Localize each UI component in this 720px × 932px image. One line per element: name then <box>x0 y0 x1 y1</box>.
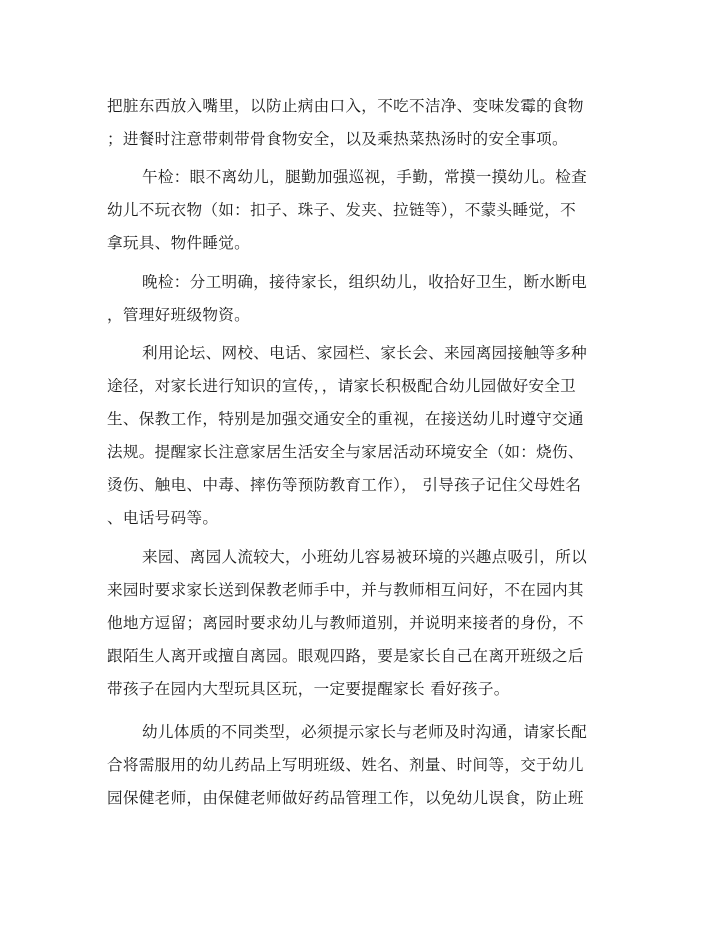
text-line: 、电话号码等。 <box>107 509 219 527</box>
text-line: 来园、离园人流较大，小班幼儿容易被环境的兴趣点吸引，所以 <box>142 548 588 566</box>
text-line: 生、保教工作，特别是加强交通安全的重视，在接送幼儿时遵守交通 <box>107 410 584 428</box>
paragraph-parent-education <box>107 337 613 535</box>
text-line: 带孩子在园内大型玩具区玩，一定要提醒家长 看好孩子。 <box>107 680 510 698</box>
text-line: 拿玩具、物件睡觉。 <box>107 234 251 252</box>
paragraph-arrival-departure <box>107 541 613 706</box>
text-line: 合将需服用的幼儿药品上写明班级、姓名、剂量、时间等，交于幼儿 <box>107 756 584 774</box>
text-line: 法规。提醒家长注意家居生活安全与家居活动环境安全（如：烧伤、 <box>107 443 584 461</box>
text-line: 烫伤、触电、中毒、摔伤等预防教育工作）， 引导孩子记住父母姓名 <box>107 476 582 494</box>
text-line: 跟陌生人离开或擅自离园。眼观四路，要是家长自己在离开班级之后 <box>107 647 584 665</box>
text-line: 来园时要求家长送到保教老师手中，并与教师相互问好，不在园内其 <box>107 581 584 599</box>
text-line: 晚检：分工明确，接待家长，组织幼儿，收拾好卫生，断水断电 <box>142 273 588 291</box>
text-line: 他地方逗留；离园时要求幼儿与教师道别，并说明来接者的身份，不 <box>107 614 584 632</box>
paragraph-evening-check <box>107 266 613 332</box>
text-line: 利用论坛、网校、电话、家园栏、家长会、来园离园接触等多种 <box>142 344 588 362</box>
text-line: 园保健老师，由保健老师做好药品管理工作，以免幼儿误食，防止班 <box>107 789 584 807</box>
text-line: 午检：眼不离幼儿，腿勤加强巡视，手勤，常摸一摸幼儿。检查 <box>142 168 588 186</box>
paragraph-food-safety <box>107 90 613 156</box>
paragraph-noon-check <box>107 161 613 260</box>
paragraph-medicine <box>107 716 613 815</box>
text-line: 把脏东西放入嘴里，以防止病由口入，不吃不洁净、变味发霉的食物 <box>107 97 584 115</box>
text-line: 幼儿体质的不同类型，必须提示家长与老师及时沟通，请家长配 <box>142 723 588 741</box>
text-line: ，管理好班级物资。 <box>107 306 251 324</box>
text-line: 途径，对家长进行知识的宣传，，请家长积极配合幼儿园做好安全卫 <box>107 377 577 395</box>
text-line: ；进餐时注意带刺带骨食物安全，以及乘热菜热汤时的安全事项。 <box>107 130 568 148</box>
text-line: 幼儿不玩衣物（如：扣子、珠子、发夹、拉链等），不蒙头睡觉，不 <box>107 201 577 219</box>
